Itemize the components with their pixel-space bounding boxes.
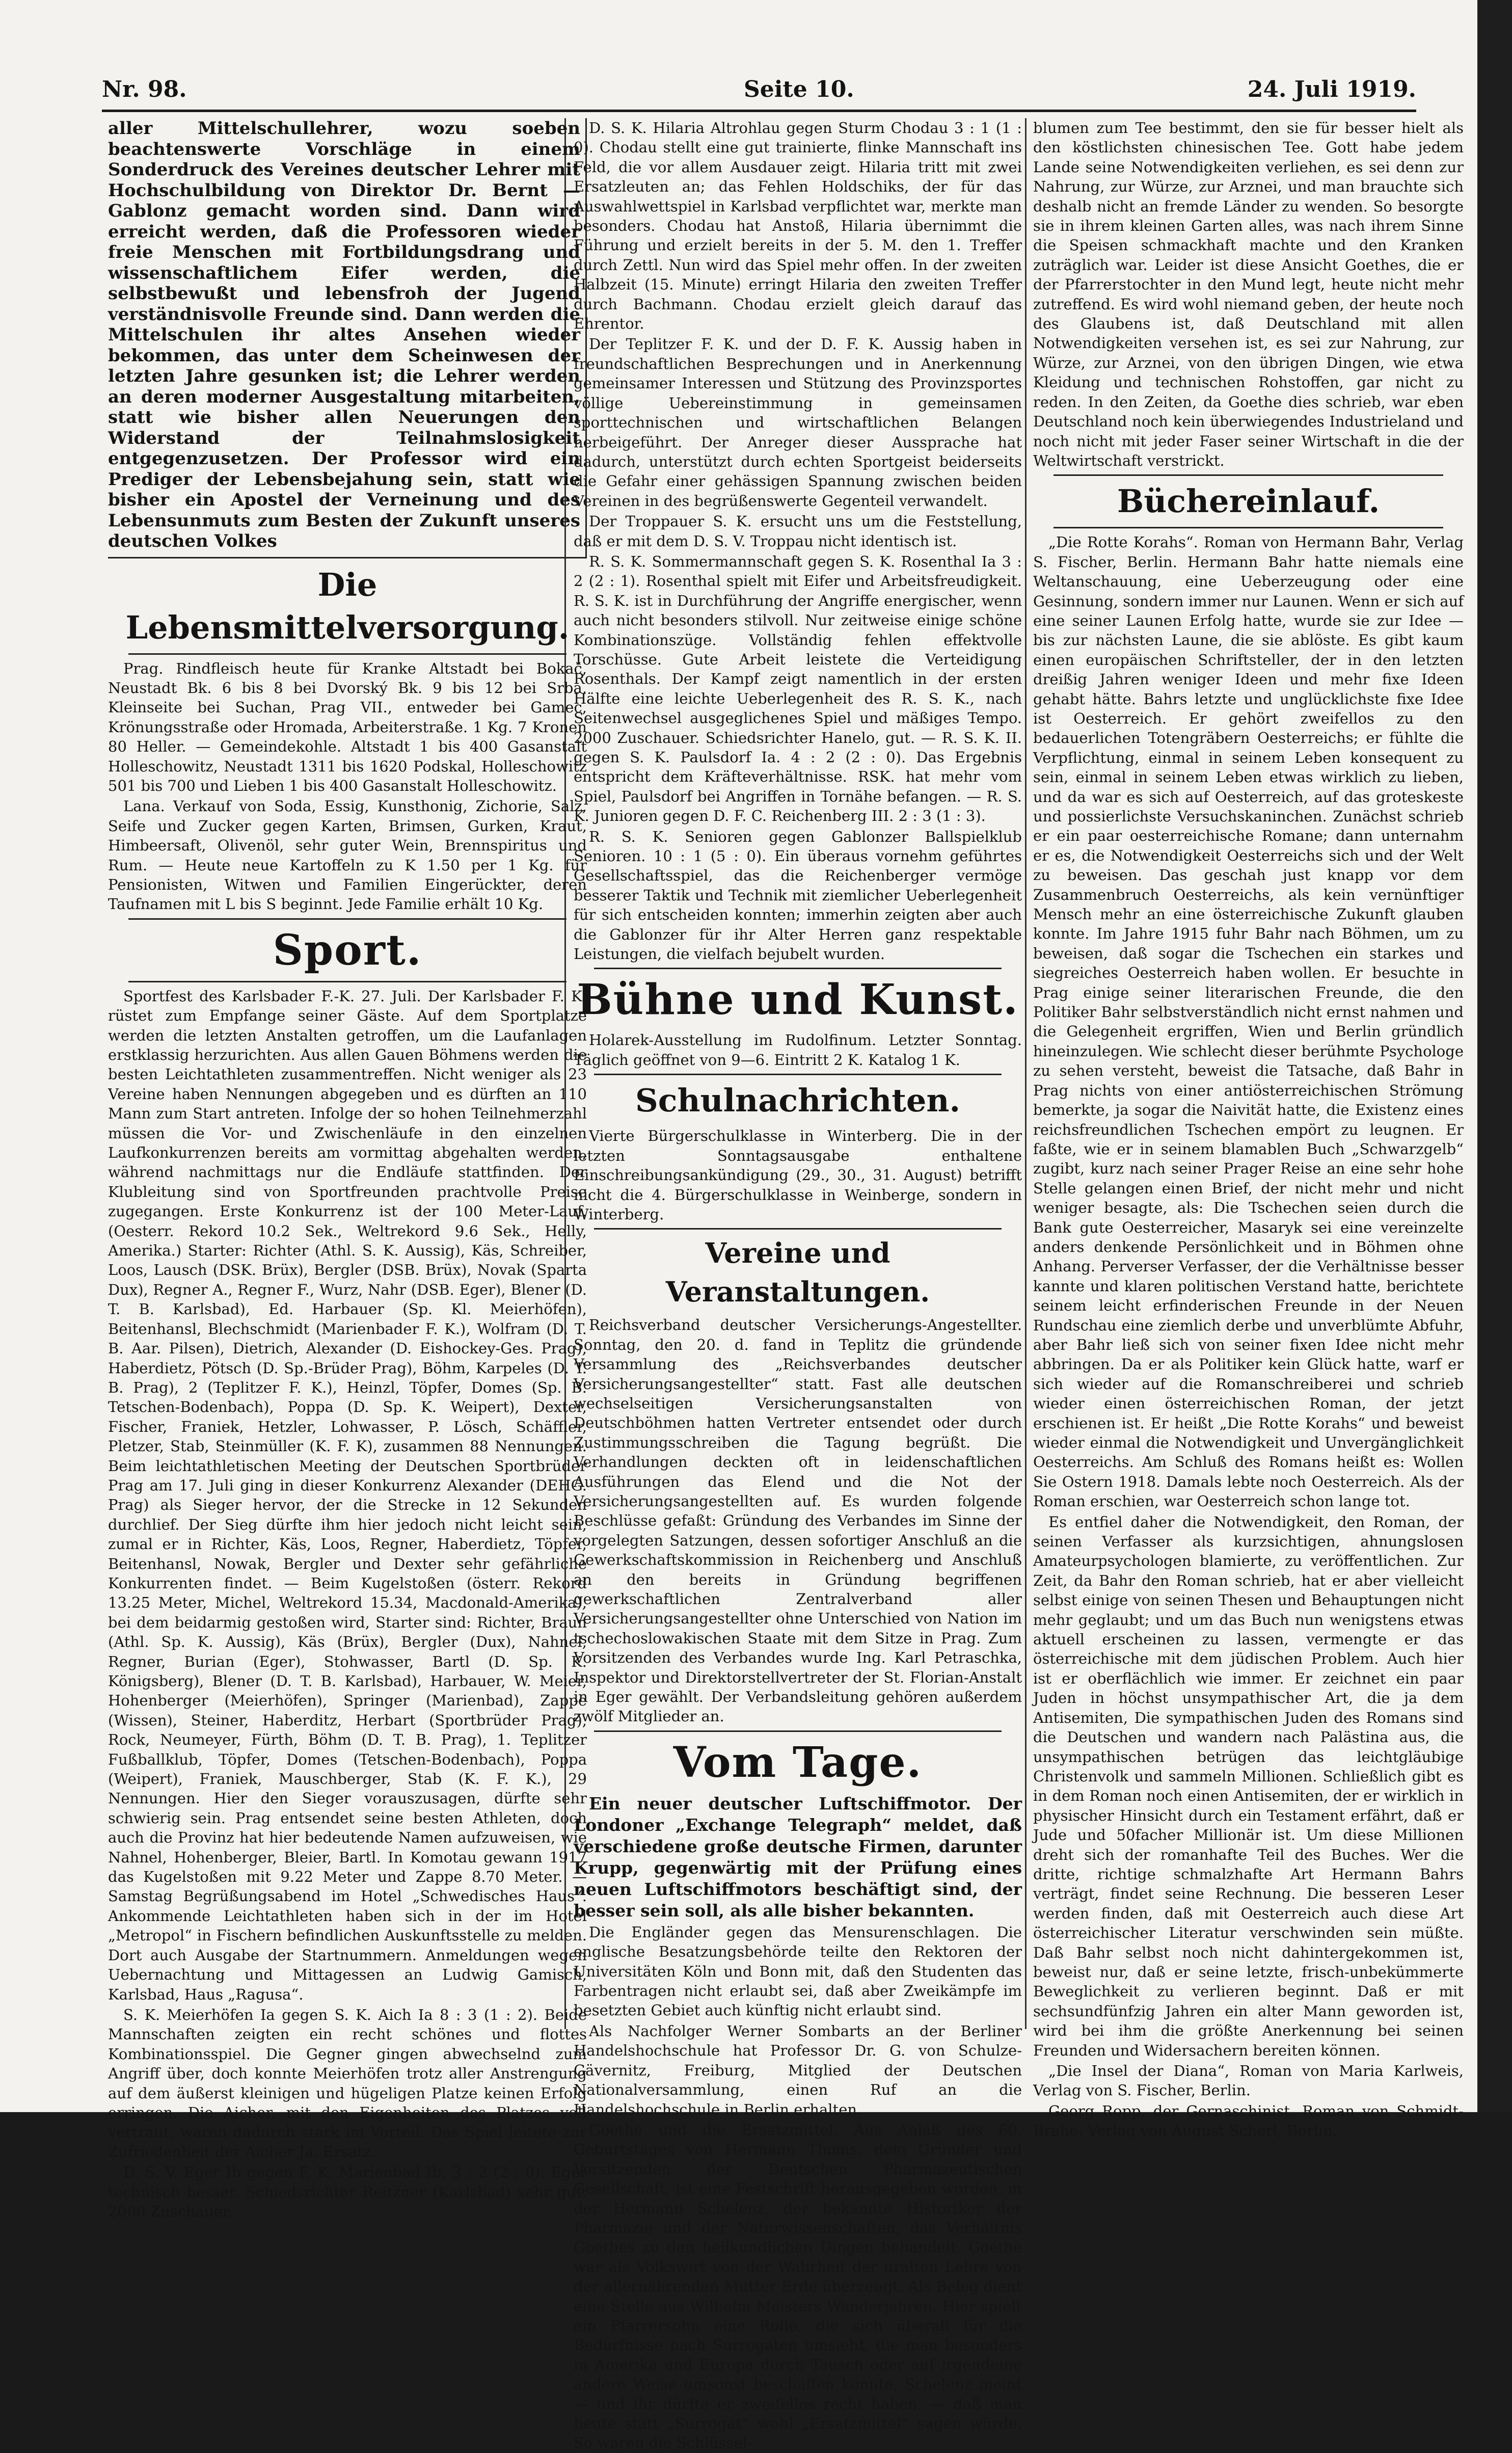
divider [128, 981, 566, 982]
page-header [102, 76, 1416, 112]
article-continuation [108, 118, 587, 558]
section-heading: Vom Tage. [673, 1738, 923, 1787]
column-1 [108, 118, 587, 2220]
section-heading: Bühne und Kunst. [577, 975, 1019, 1025]
scan-edge [1477, 0, 1512, 2112]
article-text: Georg Ropp, der Gernaschinist. Roman von Schmidt-Brahe, Verlag von August Scherl, Berlin. [1033, 2102, 1464, 2140]
divider [594, 968, 1002, 969]
page-number: Seite 10. [744, 76, 854, 102]
article-text: Goethe und die Ersatzmittel. Aus Anlaß des 60. Geburtstages von Hermann Thoms, dem Gründer und Vorsitzenden der Deutschen Pharmazeutischen Gesellschaft, ist eine Festschrift herausgegeben worden, in der Hermann Schelenz, der bekannte Historiker der Pharmazie und der Naturwissenschaften, das Verhältnis Goethes zu den heilkundlichen Dingen behandelt. Goethe war als Volkswirt von der Wahrheit der uralten Lehre von der allernährenden Mutter Erde überzeugt. Als Beleg dient eine Stelle aus Wilhelm Meisters Wanderjahren. Hier spielt ein Pfarrersohn eine Rolle, die sich überall für die Bedürfnisse nach Surrogaten umsieht, die man besonders in Amerika und Europa durch Tausch oder auf irgendeine andere Weise umsonst beschaffen konnte. Schelenz meint — und ihr dürfte er zweifellos recht haben, — daß man heute statt „Surrogat“ wohl „Ersatzmittel“ sagen würde. So waren die Schlüssel- [574, 2121, 1022, 2452]
article-text: Lana. Verkauf von Soda, Essig, Kunsthonig, Zichorie, Salz, Seife und Zucker gegen Karten, Brimsen, Gurken, Kraut, Himbeersaft, Olivenöl, sehr guter Wein, Brennspiritus und Rum. — Heute neue Kartoffeln zu K 1.50 per 1 Kg. für Pensionisten, Witwen und Familien Eingerückter, deren Taufnamen mit L bis S beginnt. Jede Familie erhält 10 Kg. [108, 797, 587, 913]
article-text: Der Teplitzer F. K. und der D. F. K. Aussig haben in freundschaftlichen Besprechungen und in Anerkennung gemeinsamer Interessen und Stützung des Provinzsportes völlige Uebereinstimmung in gemeinsamen sporttechnischen und wirtschaftlichen Belangen herbeigeführt. Der Anreger dieser Aussprache hat dadurch, unterstützt durch echten Sportgeist beiderseits die Gefahr einer gehässigen Spannung zwischen beiden Vereinen in des begrüßenswerte Gegenteil verwandelt. [574, 335, 1022, 510]
section-heading: Büchereinlauf. [1117, 483, 1380, 520]
divider [128, 653, 566, 655]
divider [594, 1730, 1002, 1732]
article-text: Reichsverband deutscher Versicherungs-Angestellter. Sonntag, den 20. d. fand in Teplitz die gründende Versammlung des „Reichsverbandes deutscher Versicherungsangestellter“ statt. Fast alle deutschen wechselseitigen Versicherungsanstalten von Deutschböhmen hatten Vertreter entsendet oder durch Zustimmungsschreiben die Tagung begrüßt. Die Verhandlungen deckten oft in leidenschaftlichen Ausführungen das Elend und die Not der Versicherungsangestellten auf. Es wurden folgende Beschlüsse gefaßt: Gründung des Verbandes im Sinne der vorgelegten Satzungen, dessen sofortiger Anschluß an die Gewerkschaftskommission in Reichenberg und Anschluß an den bereits in Gründung begriffenen gewerkschaftlichen Zentralverband aller Versicherungsangestellter ohne Unterschied von Nation im tschechoslowakischen Staate mit dem Sitze in Prag. Zum Vorsitzenden des Verbandes wurde Ing. Karl Petraschka, Inspektor und Direktorstellvertreter der St. Florian-Anstalt in Eger gewählt. Der Verbandsleitung gehören außerdem zwölf Mitglieder an. [574, 1316, 1022, 1725]
article-text: R. S. K. Sommermannschaft gegen S. K. Rosenthal Ia 3 : 2 (2 : 1). Rosenthal spielt mit Eifer und Arbeitsfreudigkeit. R. S. K. ist in Durchführung der Angriffe energischer, wenn auch nicht besonders stilvoll. Nur zeitweise einige schöne Kombinationszüge. Vollständig fehlen effektvolle Torschüsse. Gute Arbeit leistete die Verteidigung Rosenthals. Der Kampf zeigt namentlich in der ersten Hälfte eine leichte Ueberlegenheit des R. S. K., nach Seitenwechsel ausgeglichenes Spiel und mäßiges Tempo. 2000 Zuschauer. Schiedsrichter Hanelo, gut. — R. S. K. II. gegen S. K. Paulsdorf Ia. 4 : 2 (2 : 0). Das Ergebnis entspricht dem Kräfteverhältnisse. RSK. hat mehr vom Spiel, Paulsdorf bei Angriffen in Tornähe befangen. — R. S. K. Junioren gegen D. F. C. Reichenberg III. 2 : 3 (1 : 3). [574, 552, 1022, 825]
column-separator [1025, 118, 1027, 2029]
article-lead: Ein neuer deutscher Luftschiffmotor. Der Londoner „Exchange Telegraph“ meldet, daß verschiedene große deutsche Firmen, darunter Krupp, gegenwärtig mit der Prüfung eines neuen Luftschiffmotors beschäftigt sind, der besser sein soll, als alle bisher bekannten. [574, 1793, 1022, 1921]
divider [128, 918, 566, 920]
divider [594, 1074, 1002, 1075]
article-text: Es entfiel daher die Notwendigkeit, den Roman, der seinen Verfasser als kurzsichtigen, ahnungslosen Amateurpsychologen blamierte, zu veröffentlichen. Zur Zeit, da Bahr den Roman schrieb, hat er aber vielleicht selbst einige von seinen Thesen und Behauptungen nicht mehr geglaubt; und um das Buch nun wenigstens etwas aktuell erscheinen zu lassen, vermengte er das österreichische mit dem jüdischen Problem. Auch hier ist er oberflächlich wie immer. Er zeichnet ein paar Juden in höchst unsympathischer Art, die ja dem Antisemiten, Die sympathischen Juden des Romans sind die Deutschen und wandern nach Palästina aus, die unsympathischen betrügen das leichtgläubige Christenvolk und sammeln Millionen. Schließlich gibt es in dem Roman noch einen Antisemiten, der er wirklich in physischer Hinsicht durch ein Testament erfährt, daß er Jude und 50facher Millionär ist. Um diese Millionen dreht sich der romanhafte Teil des Buches. Wer die dritte, richtige schmalzhafte Art Hermann Bahrs verträgt, findet seine Rechnung. Die besseren Leser werden finden, daß mit Oesterreich auch diese Art österreichischer Literatur verschwinden sein müßte. Daß Bahr selbst noch nicht dahintergekommen ist, beweist nur, daß er seine letzte, frisch-unbekümmerte Beweglichkeit zu verlieren beginnt. Daß er mit sechsundfünfzig Jahren ein alter Mann geworden ist, wird bei ihm die größte Anerkennung bei seinen Freunden und Widersachern bereiten können. [1033, 1513, 1464, 2059]
article-text: S. K. Meierhöfen Ia gegen S. K. Aich Ia 8 : 3 (1 : 2). Beide Mannschaften zeigten ein recht schönes und flottes Kombinationsspiel. Die Gegner gingen abwechselnd zum Angriff über, doch konnte Meierhöfen trotz aller Anstrengung auf dem äußerst kleinigen und hügeligen Platze keinen Erfolg erringen. Die Aicher, mit den Eigenheiten des Platzes voll vertraut, waren dadurch stark im Vorteil. Das Spiel leitete zur Zufriedenheit der Aicher Ja. Ersatz. [108, 2006, 587, 2161]
column-3 [1033, 118, 1464, 2140]
divider [1054, 474, 1443, 476]
article-text: Vierte Bürgerschulklasse in Winterberg. Die in der letzten Sonntagsausgabe enthaltene Einschreibungsankündigung (29., 30., 31. August) betrifft nicht die 4. Bürgerschulklasse in Weinberge, sondern in Winterberg. [574, 1127, 1022, 1223]
section-heading: Die Lebensmittelversorgung. [125, 566, 570, 646]
article-text: Als Nachfolger Werner Sombarts an der Berliner Handelshochschule hat Professor Dr. G. von Schulze-Gävernitz, Freiburg, Mitglied der Deutschen Nationalversammlung, einen Ruf an die Handelshochschule in Berlin erhalten. [574, 2022, 1022, 2118]
section-heading: Vereine und Veranstaltungen. [665, 1237, 930, 1309]
article-text: „Die Insel der Diana“, Roman von Maria Karlweis, Verlag von S. Fischer, Berlin. [1033, 2062, 1464, 2099]
article-text: Sportfest des Karlsbader F.-K. 27. Juli. Der Karlsbader F. K. rüstet zum Empfange seiner Gäste. Auf dem Sportplatze werden die letzten Anstalten getroffen, um die Laufanlagen erstklassig herzurichten. Aus allen Gauen Böhmens werden die besten Leichtathleten zusammentreffen. Nicht weniger als 23 Vereine haben Nennungen abgegeben und es dürften an 110 Mann zum Start antreten. Infolge der so hohen Teilnehmerzahl müssen die Vor- und Zwischenläufe in den einzelnen Laufkonkurrenzen bereits am vormittag abgehalten werden, während nachmittags nur die Endläufe stattfinden. Der Klubleitung sind von Sportfreunden prachtvolle Preise zugegangen. Erste Konkurrenz ist der 100 Meter-Lauf. (Oesterr. Rekord 10.2 Sek., Weltrekord 9.6 Sek., Helly, Amerika.) Starter: Richter (Athl. S. K. Aussig), Käs, Schreiber, Loos, Lausch (DSK. Brüx), Bergler (DSB. Brüx), Novak (Sparta Dux), Regner A., Regner F., Wurz, Nahr (DSB. Eger), Blener (D. T. B. Karlsbad), Ed. Harbauer (Sp. Kl. Meierhöfen), Beitenhansl, Blechschmidt (Marienbader F. K.), Wolfram (D. T. B. Aar. Pilsen), Dietrich, Alexander (D. Eishockey-Ges. Prag), Haberdietz, Pötsch (D. Sp.-Brüder Prag), Böhm, Karpeles (D. T. B. Prag), 2 (Teplitzer F. K.), Heinzl, Töpfer, Domes (Sp. B. Tetschen-Bodenbach), Poppa (D. Sp. K. Weipert), Dexter, Fischer, Franiek, Hetzler, Lohwasser, P. Lösch, Schäffler, Pletzer, Stab, Steinmüller (K. F. K), zusammen 88 Nennungen. Beim leichtathletischen Meeting der Deutschen Sportbrüder Prag am 17. Juli ging in dieser Konkurrenz Alexander (DEHG. Prag) als Sieger hervor, der die Strecke in 12 Sekunden durchlief. Der Sieg dürfte ihm hier jedoch nicht leicht sein, zumal er in Richter, Käs, Loos, Regner, Haberdietz, Töpfer, Beitenhansl, Nowak, Bergler und Dexter sehr gefährliche Konkurrenten findet. — Beim Kugelstoßen (österr. Rekord 13.25 Meter, Michel, Weltrekord 15.34, Macdonald-Amerika), bei dem beidarmig gestoßen wird, Starter sind: Richter, Braun (Athl. Sp. K. Aussig), Käs (Brüx), Bergler (Dux), Nahnel, Regner, Burian (Eger), Stohwasser, Bartl (D. Sp. K. Königsberg), Blener (D. T. B. Karlsbad), Harbauer, W. Meier, Hohenberger (Meierhöfen), Springer (Marienbad), Zappe (Wissen), Steiner, Haberditz, Herbart (Sportbrüder Prag), Rock, Neumeyer, Fürth, Böhm (D. T. B. Prag), 1. Teplitzer Fußballklub, Töpfer, Domes (Tetschen-Bodenbach), Poppa (Weipert), Franiek, Mauschberger, Stab (K. F. K.), 29 Nennungen. Hier den Sieger vorauszusagen, dürfte sehr schwierig sein. Prag entsendet seine besten Athleten, doch auch die Provinz hat hier bedeutende Namen aufzuweisen, wie Nahnel, Hohenberger, Bleier, Bartl. In Komotau gewann 1917 das Kugelstoßen mit 9.22 Meter und Zappe 8.70 Meter. — Samstag Begrüßungsabend im Hotel „Schwedisches Haus“. Ankommende Leichtathleten haben sich in der im Hotel „Metropol“ in Fischern befindlichen Auskunftsstelle zu melden. Dort auch Ausgabe der Startnummern. Anmeldungen wegen Uebernachtung und Mittagessen an Ludwig Gamisch, Karlsbad, Haus „Ragusa“. [108, 987, 587, 2003]
header-rule [102, 110, 1416, 112]
issue-date: 24. Juli 1919. [1247, 76, 1416, 102]
article-text: D. S. K. Hilaria Altrohlau gegen Sturm Chodau 3 : 1 (1 : 0). Chodau stellt eine gut trainierte, flinke Mannschaft ins Feld, die vor allem Ausdauer zeigt. Hilaria tritt mit zwei Ersatzleuten an; das Fehlen Holdschiks, der für das Auswahlwettspiel in Karlsbad verpflichtet war, merkte man besonders. Chodau hat Anstoß, Hilaria übernimmt die Führung und erzielt bereits in der 5. M. den 1. Treffer durch Zettl. Nun wird das Spiel mehr offen. In der zweiten Halbzeit (15. Minute) erringt Hilaria den zweiten Treffer durch Bachmann. Chodau erzielt gleich darauf das Ehrentor. [574, 119, 1022, 333]
article-text: Prag. Rindfleisch heute für Kranke Altstadt bei Bokač, Neustadt Bk. 6 bis 8 bei Dvorský Bk. 9 bis 12 bei Srba, Kleinseite bei Suchan, Prag VII., entweder bei Gamec, Krönungsstraße oder Hromada, Arbeiterstraße. 1 Kg. 7 Kronen 80 Heller. — Gemeindekohle. Altstadt 1 bis 400 Gasanstalt Holleschowitz, Neustadt 1311 bis 1620 Podskal, Holleschowitz 501 bis 700 und Lieben 1 bis 400 Gasanstalt Holleschowitz. [108, 659, 587, 794]
section-heading: Schulnachrichten. [635, 1082, 961, 1119]
article-text: „Die Rotte Korahs“. Roman von Hermann Bahr, Verlag S. Fischer, Berlin. Hermann Bahr hatte niemals eine Weltanschauung, eine Ueberzeugung oder eine Gesinnung, sondern immer nur Launen. Wenn er sich auf eine seiner Launen Erfolg hatte, wurde sie zur Idee — bis zur nächsten Laune, die sie ablöste. Es gibt kaum einen europäischen Schriftsteller, der in den letzten dreißig Jahren weniger Ideen und mehr fixe Ideen gehabt hätte. Bahrs letzte und unglücklichste fixe Idee ist Oesterreich. Er gehört zweifellos zu den bedauerlichen Totengräbern Oesterreichs; er fühlte die Verpflichtung, einmal in seinem Leben konsequent zu sein, einmal in seinem Leben etwas wirklich zu lieben, und da war es sich auf Oesterreich, auf das groteskeste und possierlichste Versuchskaninchen. Zunächst schrieb er ein paar oesterreichische Romane; dann unternahm er es, die Notwendigkeit Oesterreichs sich und der Welt zu beweisen. Das geschah just knapp vor dem Zusammenbruch Oesterreichs, als kein vernünftiger Mensch mehr an eine österreichische Zukunft glauben konnte. Im Jahre 1915 fuhr Bahr nach Böhmen, um zu beweisen, daß sogar die Tschechen ein starkes und siegreiches Oesterreich haben wollen. Er besuchte in Prag einige seiner literarischen Freunde, die den Politiker Bahr selbstverständlich nicht ernst nahmen und die Gelegenheit ergriffen, Wien und Berlin gründlich hineinzulegen. Wie schlecht dieser berühmte Psychologe zu sehen versteht, beweist die Tatsache, daß Bahr in Prag nichts von einer antiösterreichischen Strömung bemerkte, ja sogar die Naivität hatte, die Existenz eines reichsfreundlichen Tschechen empört zu leugnen. Er faßte, wie er in seinem blamablen Buch „Schwarzgelb“ zugibt, kurz nach seiner Prager Reise an eine sehr hohe Stelle gelangen einen Brief, der nicht mehr und nicht weniger besagte, als: Die Tschechen seien durch die Bank gute Oesterreicher, Masaryk sei eine vereinzelte anders denkende Persönlichkeit und in Böhmen ohne Anhang. Perverser Verfasser, der die Verhältnisse besser kannte und klaren politischen Verstand hatte, berichtete seinem leicht erfinderischen Freunde in der Neuen Rundschau eine ziemlich derbe und unverblümte Abfuhr, aber Bahr ließ sich von seiner fixen Idee nicht mehr abbringen. Da er als Politiker kein Glück hatte, warf er sich wieder auf die Romanschreiberei und schrieb wieder einen österreichischen Roman, der jetzt erschienen ist. Er heißt „Die Rotte Korahs“ und beweist wieder einmal die Notwendigkeit und Unvergänglichkeit Oesterreichs. Am Schluß des Romans heißt es: Wollen Sie Ostern 1918. Damals lebte noch Oesterreich. Als der Roman erschien, war Oesterreich schon lange tot. [1033, 534, 1464, 1510]
article-text: Holarek-Ausstellung im Rudolfinum. Letzter Sonntag. Täglich geöffnet von 9—6. Eintritt 2 K. Katalog 1 K. [574, 1031, 1022, 1069]
article-text: Der Troppauer S. K. ersucht uns um die Feststellung, daß er mit dem D. S. V. Troppau nicht identisch ist. [574, 513, 1022, 550]
section-heading: Sport. [273, 925, 422, 975]
column-2 [574, 118, 1022, 2452]
article-text: R. S. K. Senioren gegen Gablonzer Ballspielklub Senioren. 10 : 1 (5 : 0). Ein überaus vornehm geführtes Gesellschaftsspiel, das die Reichenberger vermöge besserer Taktik und Technik mit ziemlicher Ueberlegenheit für sich entscheiden konnten; immerhin zeigten aber auch die Gablonzer für ihr Alter Herren ganz respektable Leistungen, die vielfach bejubelt wurden. [574, 828, 1022, 963]
article-text: aller Mittelschullehrer, wozu soeben beachtenswerte Vorschläge in einem Sonderdruck des Vereines deutscher Lehrer mit Hochschulbildung von Direktor Dr. Bernt — Gablonz gemacht worden sind. Dann wird erreicht werden, daß die Professoren wieder freie Menschen mit Fortbildungsdrang und wissenschaftlichem Eifer werden, die selbstbewußt und lebensfroh der Jugend verständnisvolle Freunde sind. Dann werden die Mittelschulen ihr altes Ansehen wieder bekommen, das unter dem Scheinwesen der letzten Jahre gesunken ist; die Lehrer werden an deren moderner Ausgestaltung mitarbeiten, statt wie bisher allen Neuerungen den Widerstand der Teilnahmslosigkeit entgegenzusetzen. Der Professor wird ein Prediger der Lebensbejahung sein, statt wie bisher ein Apostel der Verneinung und des Lebensunmuts zum Besten der Zukunft unseres deutschen Volkes [108, 118, 580, 551]
issue-number: Nr. 98. [102, 76, 187, 102]
divider [594, 1228, 1002, 1230]
article-text: blumen zum Tee bestimmt, den sie für besser hielt als den köstlichsten chinesischen Tee. Gott habe jedem Lande seine Notwendigkeiten verliehen, es sei denn zur Nahrung, zur Würze, zur Arznei, und man brauchte sich deshalb nicht an fremde Länder zu wenden. So besorgte sie in ihrem kleinen Garten alles, was nach ihrem Sinne die Speisen schmackhaft machte und den Kranken zuträglich war. Leider ist diese Ansicht Goethes, die er der Pfarrerstochter in den Mund legt, heute nicht mehr zutreffend. Es wird wohl niemand geben, der heute noch des Glaubens ist, daß Deutschland mit allen Notwendigkeiten versehen ist, es sei zur Nahrung, zur Würze, zur Arznei, von den übrigen Dingen, wie etwa Kleidung und technischen Rohstoffen, gar nicht zu reden. In den Zeiten, da Goethe dies schrieb, war eben Deutschland noch kein überwiegendes Industrieland und noch nicht mit jeder Faser seiner Wirtschaft in die der Weltwirtschaft verstrickt. [1033, 119, 1464, 469]
article-text: D. S. V. Eger Ib gegen F. K. Marienbad Ib. 3 : 2 (2 : 0). Eger technisch besser. Schiedsrichter Reitzner (Karlsbad) sehr gut. 2000 Zuschauer. [108, 2164, 587, 2220]
article-text: Die Engländer gegen das Mensurenschlagen. Die englische Besatzungsbehörde teilte den Rektoren der Universitäten Köln und Bonn mit, daß den Studenten das Farbentragen nicht erlaubt sei, daß aber Zweikämpfe im besetzten Gebiet auch künftig nicht erlaubt sind. [574, 1923, 1022, 2019]
divider [1054, 527, 1443, 528]
